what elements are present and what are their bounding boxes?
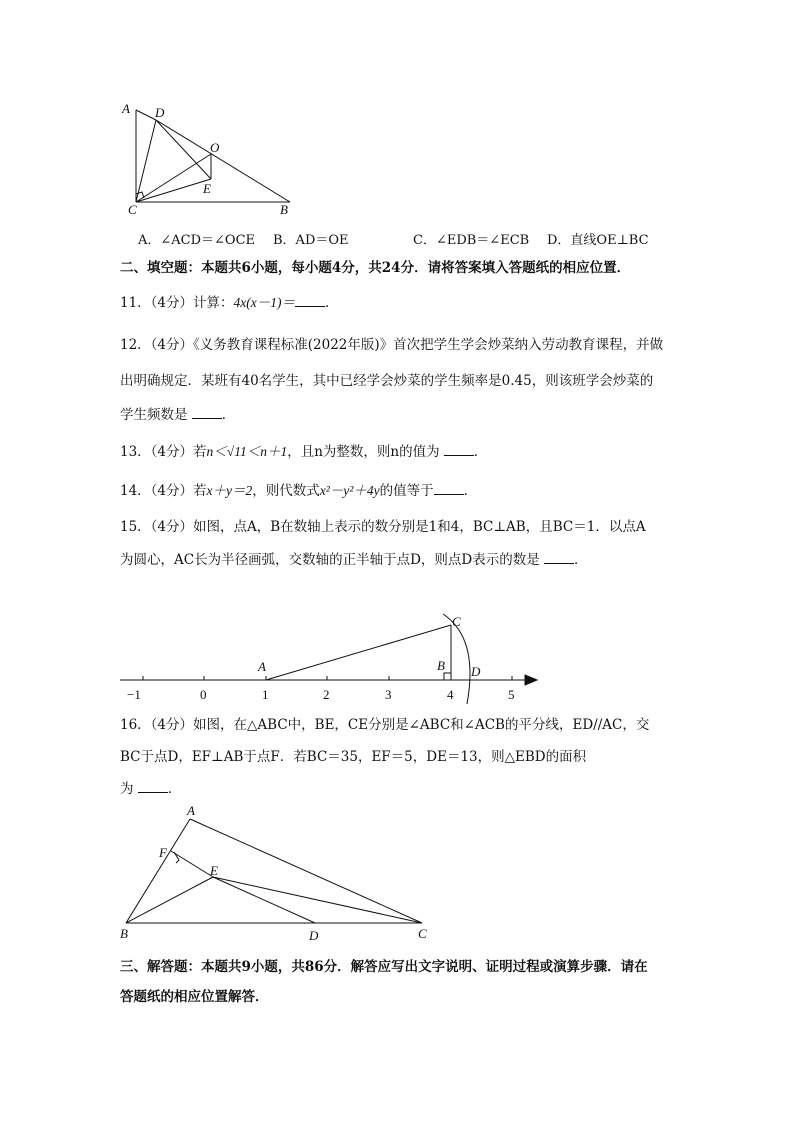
fig3-label-A: A xyxy=(187,803,195,818)
q13-middle: ，且n为整数，则n的值为 xyxy=(287,444,440,460)
q13-expression: n＜√11＜n＋1 xyxy=(206,444,288,459)
q12-line1: 12．（4分）《义务教育课程标准(2022年版)》首次把学生学会炒菜纳入劳动教育课程，并做 xyxy=(120,337,664,353)
tick-label-neg1: −1 xyxy=(127,687,141,702)
tick-label-5: 5 xyxy=(508,687,515,702)
tick-label-3: 3 xyxy=(385,687,392,702)
tick-marks xyxy=(143,676,512,680)
fig3-label-B: B xyxy=(120,926,128,941)
q12-line3: 学生频数是 xyxy=(120,407,188,423)
question-13 xyxy=(120,442,680,462)
q12-suffix: ． xyxy=(221,407,236,423)
fig2-label-C: C xyxy=(452,614,461,629)
question-16-end xyxy=(120,779,680,799)
q12-line2: 出明确规定．某班有40名学生，其中已经学会炒菜的学生频率是0.45，则该班学会炒菜的 xyxy=(120,373,654,389)
q16-line1: 16．（4分）如图，在△ABC中，BE，CE分别是∠ABC和∠ACB的平分线，ED//AC，交 xyxy=(120,717,650,733)
answer-blank xyxy=(138,780,168,793)
answer-blank xyxy=(434,482,464,495)
answer-blank xyxy=(192,406,222,419)
question-11 xyxy=(120,293,680,313)
q13-prefix: 13．（4分）若 xyxy=(120,444,207,460)
fig3-label-C: C xyxy=(418,926,427,941)
answer-blank xyxy=(295,294,325,307)
question-14 xyxy=(120,481,680,501)
q15-suffix: ． xyxy=(574,552,588,568)
tick-label-4: 4 xyxy=(447,687,454,702)
figure-triangle-1 xyxy=(110,95,310,215)
answer-blank xyxy=(444,443,474,456)
section2-heading: 二、填空题：本题共6小题，每小题4分，共24分．请将答案填入答题纸的相应位置． xyxy=(120,260,631,276)
q11-prefix: 11．（4分）计算： xyxy=(120,295,234,311)
figure-number-line xyxy=(115,608,555,708)
tick-label-1: 1 xyxy=(262,687,269,702)
q16-line2: BC于点D，EF⊥AB于点F．若BC＝35，EF＝5，DE＝13，则△EBD的面积 xyxy=(120,749,587,765)
fig3-label-D: D xyxy=(309,928,319,943)
section3-heading-line1: 三、解答题：本题共9小题，共86分．解答应写出文字说明、证明过程或演算步骤．请在 xyxy=(120,959,648,975)
fig2-label-D: D xyxy=(471,664,481,679)
q14-suffix: ． xyxy=(463,483,478,499)
q11-suffix: ． xyxy=(325,295,339,311)
fig1-label-D: D xyxy=(155,105,165,120)
fig1-label-O: O xyxy=(210,140,220,155)
figure-triangle-2 xyxy=(110,805,450,945)
question-12-end xyxy=(120,405,680,425)
tick-label-0: 0 xyxy=(200,687,207,702)
q15-line1: 15．（4分）如图，点A，B在数轴上表示的数分别是1和4，BC⊥AB，且BC＝1．以点A xyxy=(120,519,646,535)
fig1-label-C: C xyxy=(128,202,137,217)
q11-expression: 4x(x－1)＝ xyxy=(233,295,296,310)
fig3-label-E: E xyxy=(210,863,218,878)
q14-middle: ，则代数式 xyxy=(252,483,320,499)
tick-label-2: 2 xyxy=(323,687,330,702)
q10-option-d: D．直线OE⊥BC xyxy=(547,233,649,248)
q10-option-a: A．∠ACD＝∠OCE xyxy=(138,233,256,248)
q14-expression-1: x＋y＝2 xyxy=(206,483,253,498)
q14-prefix: 14．（4分）若 xyxy=(120,483,207,499)
q15-line2: 为圆心，AC长为半径画弧，交数轴的正半轴于点D，则点D表示的数是 xyxy=(120,552,540,568)
fig1-label-B: B xyxy=(280,202,288,217)
q13-suffix: ． xyxy=(473,444,488,460)
fig1-label-E: E xyxy=(203,181,211,196)
q10-option-c: C．∠EDB＝∠ECB xyxy=(413,233,530,248)
answer-blank xyxy=(544,551,574,564)
fig2-label-A: A xyxy=(258,659,266,674)
question-15-end xyxy=(120,550,680,570)
q10-option-b: B．AD＝OE xyxy=(273,233,349,248)
q14-expression-2: x²－y²＋4y xyxy=(319,483,380,498)
fig3-label-F: F xyxy=(159,845,167,860)
q16-suffix: ． xyxy=(167,781,182,797)
fig1-label-A: A xyxy=(122,101,130,116)
section3-heading-line2: 答题纸的相应位置解答． xyxy=(120,989,269,1005)
fig2-label-B: B xyxy=(437,658,445,673)
q14-after: 的值等于 xyxy=(379,483,434,499)
q16-line3: 为 xyxy=(120,781,134,797)
